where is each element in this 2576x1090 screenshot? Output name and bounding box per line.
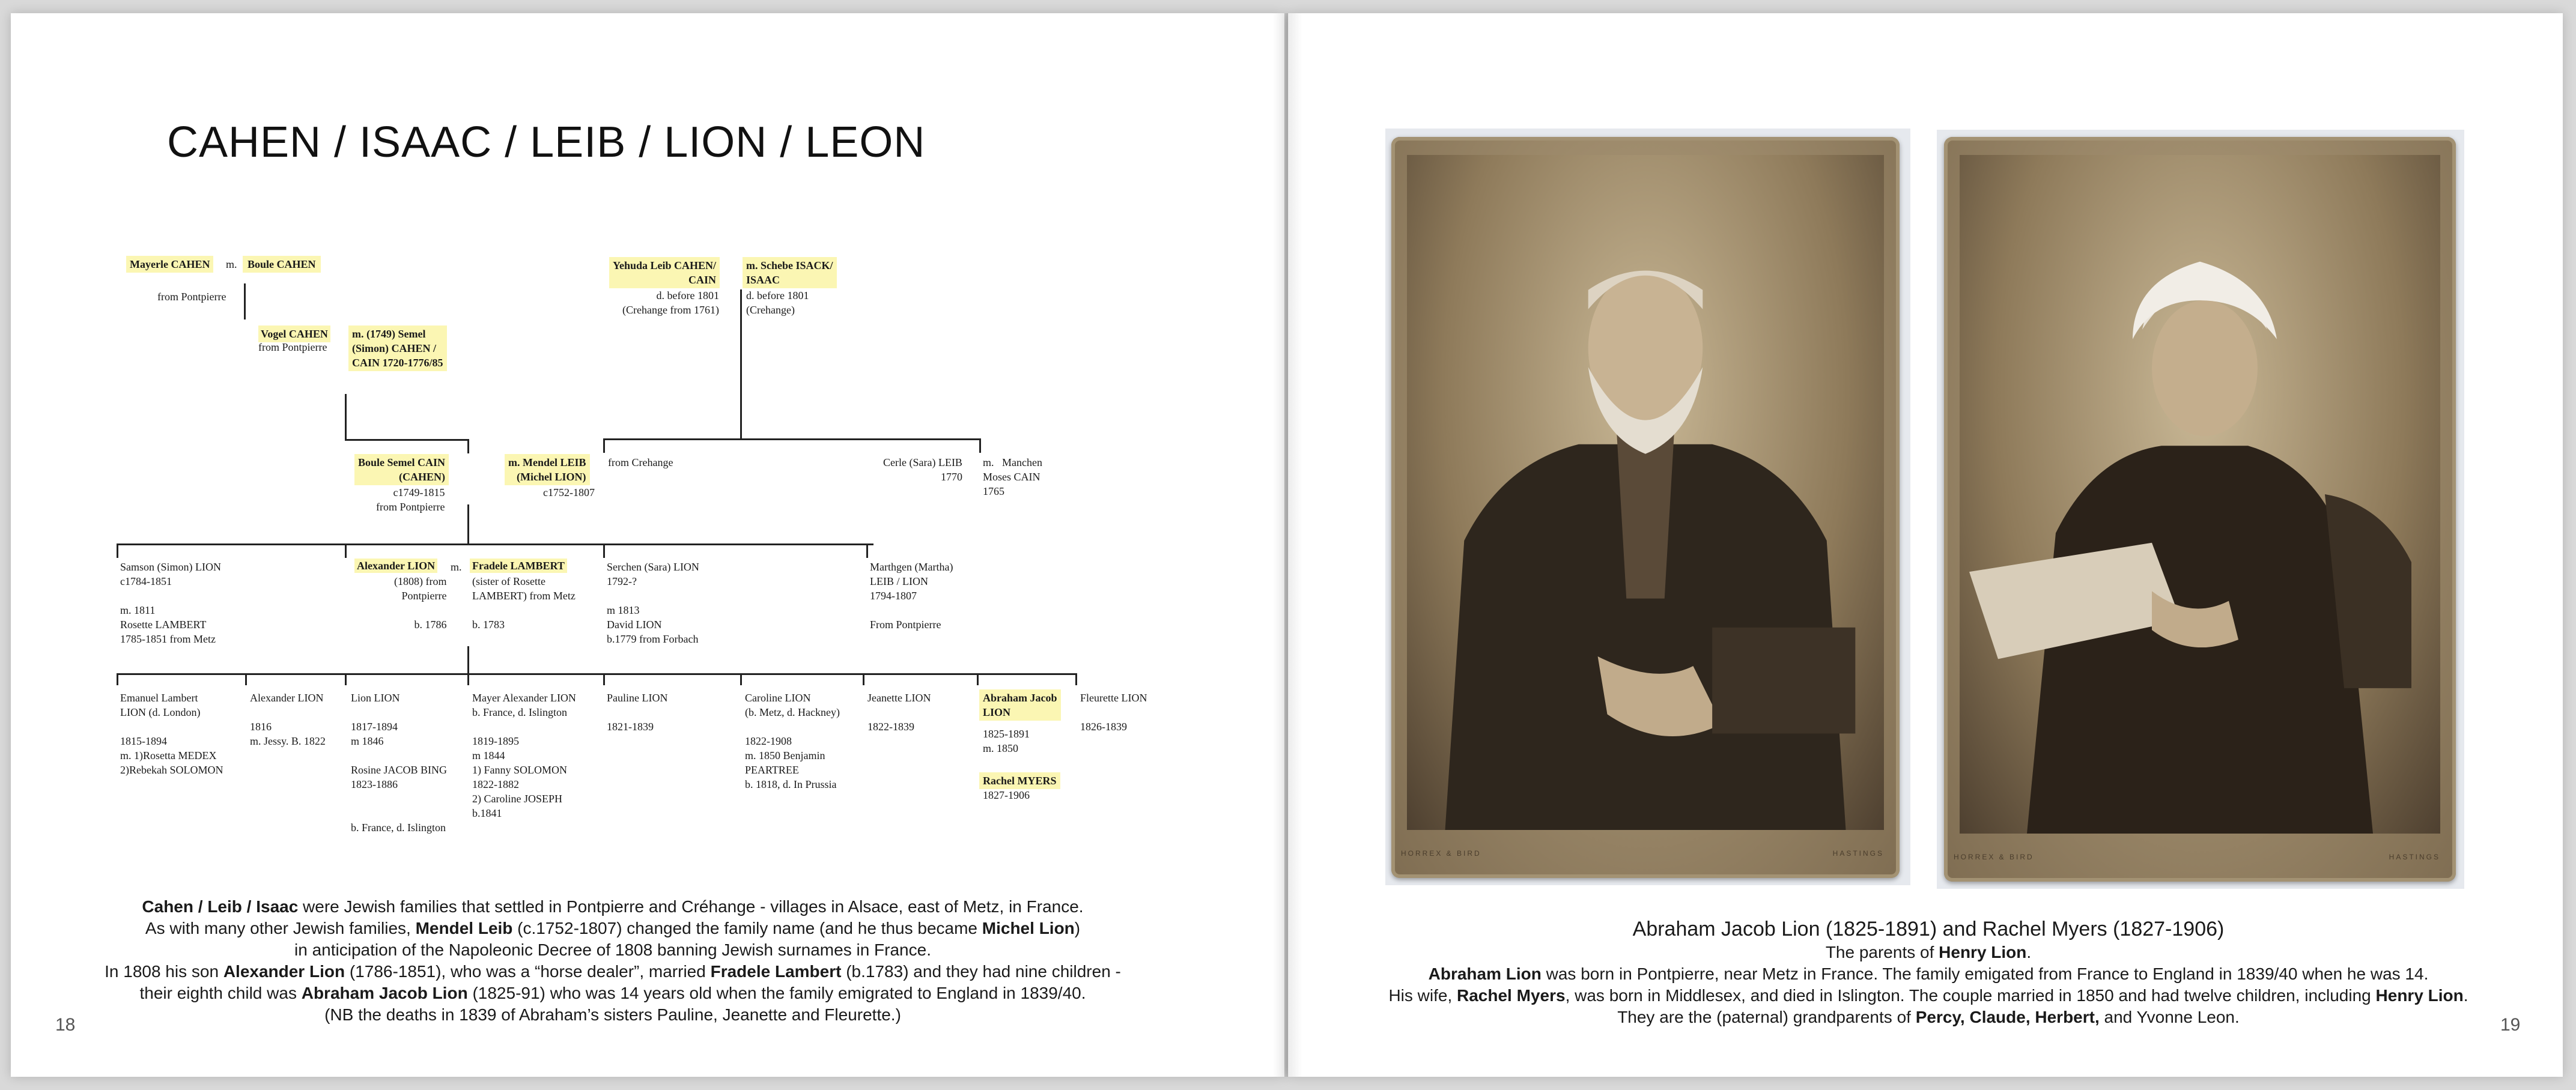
tree-line xyxy=(866,543,868,558)
person-vogel-cahen: Vogel CAHEN xyxy=(258,325,330,342)
tree-line xyxy=(345,673,347,685)
tree-line xyxy=(117,543,118,558)
studio-stamp: HASTINGS xyxy=(1832,849,1884,858)
tree-line xyxy=(244,283,246,319)
person-mendel-leib: m. Mendel LEIB (Michel LION) xyxy=(505,454,590,485)
person-mayerle-cahen: Mayerle CAHEN xyxy=(126,256,213,273)
tree-line xyxy=(245,673,247,685)
person-marthgen-leib: Marthgen (Martha) LEIB / LION 1794-1807 From Pontpierre xyxy=(870,561,953,631)
person-samson-lion: Samson (Simon) LION c1784-1851 m. 1811 Rosette LAMBERT 1785-1851 from Metz xyxy=(120,561,221,645)
caption-heading: Abraham Jacob Lion (1825-1891) and Rachel Myers (1827-1906) xyxy=(1632,918,2225,940)
person-alexander-lion-2: Alexander LION 1816 m. Jessy. B. 1822 xyxy=(250,692,326,747)
person-dates: d. before 1801 (Crehange) xyxy=(746,289,809,316)
person-serchen-lion: Serchen (Sara) LION 1792-? m 1813 David LION b.1779 from Forbach xyxy=(607,561,699,645)
person-pauline-lion: Pauline LION 1821-1839 xyxy=(607,692,668,733)
person-boule-semel-cain: Boule Semel CAIN (CAHEN) xyxy=(354,454,449,485)
person-fleurette-lion: Fleurette LION 1826-1839 xyxy=(1080,692,1147,733)
caption-line: The parents of Henry Lion. xyxy=(1825,943,2032,961)
person-boule-cahen: Boule CAHEN xyxy=(243,256,321,273)
studio-stamp: HORREX & BIRD xyxy=(1401,849,1481,858)
person-mayer-alexander-lion: Mayer Alexander LION b. France, d. Islington 1819-1895 m 1844 1) Fanny SOLOMON 1822-1882 2) Caroline JOSEPH b.1841 xyxy=(472,692,576,819)
tree-line xyxy=(117,673,1077,675)
portrait-abraham-lion xyxy=(1385,129,1910,885)
person-dates: d. before 1801 (Crehange from 1761) xyxy=(622,289,719,316)
person-alexander-lion: Alexander LION xyxy=(354,559,437,573)
person-abraham-jacob-lion: Abraham Jacob LION xyxy=(979,689,1061,721)
tree-line xyxy=(740,289,742,440)
person-lion-lion: Lion LION 1817-1894 m 1846 Rosine JACOB BING 1823-1886 b. France, d. Islington xyxy=(351,692,448,834)
person-details: (sister of Rosette LAMBERT) from Metz b. 1783 xyxy=(472,575,576,631)
tree-line xyxy=(603,438,980,440)
tree-line xyxy=(345,543,347,558)
person-fradele-lambert: Fradele LAMBERT xyxy=(470,559,567,573)
tree-line xyxy=(1075,673,1077,685)
caption-line: Cahen / Leib / Isaac were Jewish families that settled in Pontpierre and Créhange - villages in Alsace, east of Metz, in France. xyxy=(142,897,1084,916)
page-number-left: 18 xyxy=(55,1015,76,1035)
tree-line xyxy=(117,673,118,685)
studio-stamp: HASTINGS xyxy=(2389,853,2440,861)
tree-line xyxy=(467,504,469,545)
tree-line xyxy=(467,673,469,685)
person-jeanette-lion: Jeanette LION 1822-1839 xyxy=(867,692,931,733)
person-dates: c1749-1815 from Pontpierre xyxy=(376,486,445,513)
caption-line: Abraham Lion was born in Pontpierre, near Metz in France. The family emigated from France to England in 1839/40 when he was 14. xyxy=(1428,964,2429,983)
person-dates: 1825-1891 m. 1850 xyxy=(983,728,1030,754)
person-yehuda-leib-cahen: Yehuda Leib CAHEN/ CAIN xyxy=(609,257,720,288)
caption-line: As with many other Jewish families, Mendel Leib (c.1752-1807) changed the family name (and he thus became Michel Lion) xyxy=(145,919,1081,937)
person-details: (1808) from Pontpierre b. 1786 xyxy=(394,575,447,631)
page-title: CAHEN / ISAAC / LEIB / LION / LEON xyxy=(167,118,926,166)
caption-line: In 1808 his son Alexander Lion (1786-1851), who was a “horse dealer”, married Fradele Lambert (b.1783) and they had nine children - xyxy=(105,962,1121,981)
tree-line xyxy=(863,673,864,685)
portrait-rachel-myers xyxy=(1937,130,2464,889)
marriage-label: m. xyxy=(226,258,237,270)
person-dates: 1827-1906 xyxy=(983,789,1030,801)
origin-text: from Crehange xyxy=(608,456,673,468)
person-manchen-cain: m. Manchen Moses CAIN 1765 xyxy=(983,456,1042,497)
marriage-label: m. xyxy=(451,561,462,573)
caption-line: (NB the deaths in 1839 of Abraham’s sisters Pauline, Jeanette and Fleurette.) xyxy=(324,1005,901,1024)
person-semel-cahen: m. (1749) Semel (Simon) CAHEN / CAIN 1720-1776/85 xyxy=(348,325,447,371)
tree-line xyxy=(345,439,469,441)
page-number-right: 19 xyxy=(2500,1015,2521,1035)
person-cerle-leib: Cerle (Sara) LEIB 1770 xyxy=(883,456,962,483)
person-emanuel-lion: Emanuel Lambert LION (d. London) 1815-1894 m. 1)Rosetta MEDEX 2)Rebekah SOLOMON xyxy=(120,692,223,776)
caption-line: in anticipation of the Napoleonic Decree of 1808 banning Jewish surnames in France. xyxy=(294,940,931,959)
person-caroline-lion: Caroline LION (b. Metz, d. Hackney) 1822-1908 m. 1850 Benjamin PEARTREE b. 1818, d. In Prussia xyxy=(745,692,840,790)
tree-line xyxy=(740,673,742,685)
tree-line xyxy=(345,394,347,441)
tree-line xyxy=(117,543,873,545)
studio-stamp: HORREX & BIRD xyxy=(1954,853,2034,861)
caption-line: His wife, Rachel Myers, was born in Middlesex, and died in Islington. The couple married in 1850 and had twelve children, including Henry Lion. xyxy=(1388,986,2468,1005)
tree-line xyxy=(603,543,605,558)
tree-line xyxy=(977,673,979,685)
caption-line: their eighth child was Abraham Jacob Lion (1825-91) who was 14 years old when the family emigrated to England in 1839/40. xyxy=(139,984,1086,1002)
person-dates: c1752-1807 xyxy=(543,486,595,498)
tree-line xyxy=(603,673,605,685)
origin-text: from Pontpierre xyxy=(157,291,226,303)
left-caption xyxy=(96,896,1129,1026)
origin-text: from Pontpierre xyxy=(258,341,327,353)
person-schebe-isack: m. Schebe ISACK/ ISAAC xyxy=(743,257,837,288)
person-rachel-myers: Rachel MYERS xyxy=(979,772,1060,789)
caption-line: They are the (paternal) grandparents of Percy, Claude, Herbert, and Yvonne Leon. xyxy=(1617,1008,2240,1026)
tree-line xyxy=(467,439,469,453)
right-caption xyxy=(1340,916,2517,1028)
tree-line xyxy=(603,438,605,453)
tree-line xyxy=(979,438,981,453)
